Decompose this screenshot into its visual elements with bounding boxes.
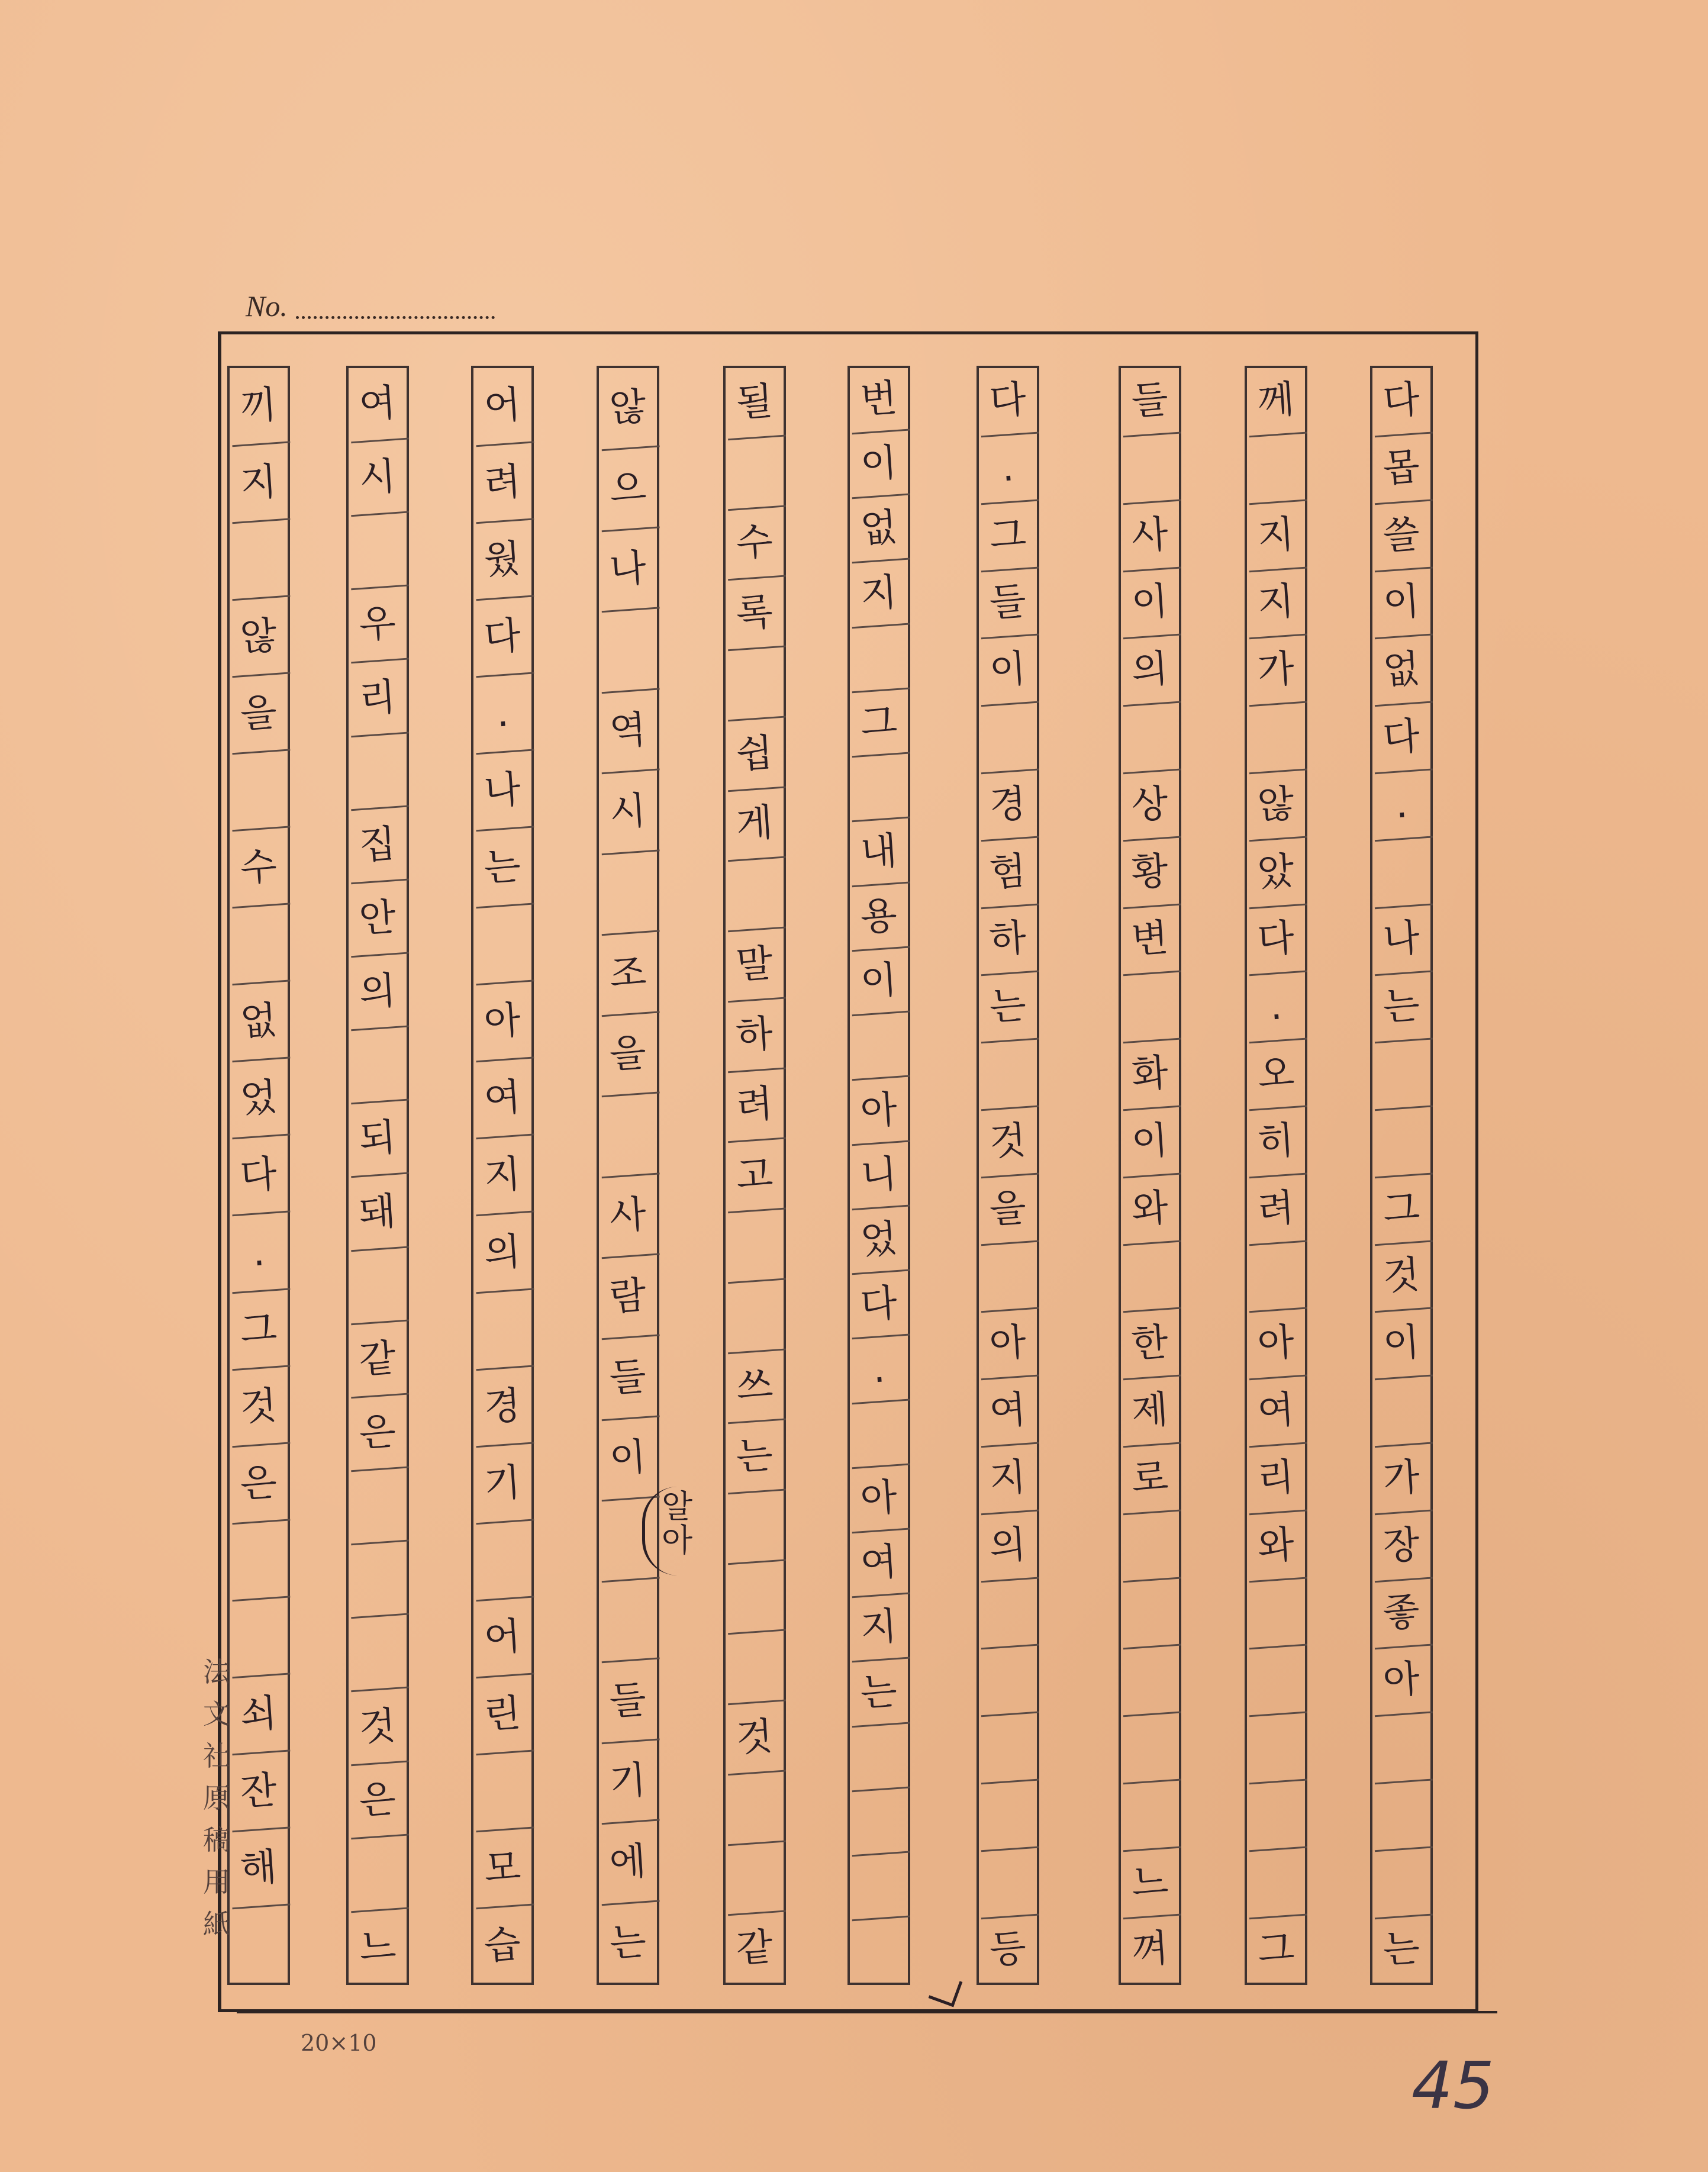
manuscript-cell: 와 [1119, 1174, 1181, 1245]
manuscript-cell: 의 [977, 1511, 1039, 1582]
manuscript-cell: 기 [596, 1740, 659, 1825]
manuscript-cell [227, 520, 291, 601]
manuscript-cell: 께 [1245, 366, 1307, 437]
manuscript-cell: 이 [1119, 568, 1181, 639]
manuscript-cell: 장 [1370, 1511, 1433, 1582]
manuscript-cell: 등 [988, 1926, 1028, 1973]
brand-char: 稿 [203, 1824, 230, 1856]
manuscript-column [1245, 366, 1307, 1985]
page-number: 45 [1411, 2048, 1494, 2123]
manuscript-cell: 그 [1370, 1174, 1433, 1245]
manuscript-cell: 없 [1370, 636, 1433, 707]
manuscript-cell: 느 [1119, 1848, 1181, 1919]
manuscript-cell: 상 [1119, 771, 1181, 842]
brand-char: 社 [203, 1740, 230, 1772]
manuscript-cell: 같 [346, 1322, 409, 1399]
manuscript-cell: 나 [471, 751, 534, 832]
manuscript-cell: 지 [847, 1594, 910, 1663]
manuscript-cell: 여 [471, 1059, 534, 1140]
manuscript-cell: 습 [482, 1922, 523, 1968]
manuscript-cell [1119, 1511, 1181, 1582]
manuscript-cell: 었 [847, 1207, 910, 1275]
manuscript-cell: 는 [723, 1420, 786, 1494]
manuscript-cell: 린 [471, 1675, 534, 1756]
manuscript-cell: 로 [1119, 1443, 1181, 1514]
manuscript-cell: 다 [1370, 703, 1433, 774]
manuscript-cell: 려 [723, 1069, 786, 1143]
manuscript-cell: 다 [847, 1271, 910, 1340]
manuscript-cell [1245, 1578, 1307, 1649]
manuscript-cell [346, 1248, 409, 1325]
manuscript-cell: 지 [847, 560, 910, 629]
manuscript-cell [471, 1752, 534, 1833]
manuscript-cell [723, 1771, 786, 1845]
manuscript-cell [346, 1027, 409, 1105]
manuscript-cell [723, 1842, 786, 1916]
manuscript-cell [723, 1631, 786, 1705]
manuscript-cell [847, 1400, 910, 1469]
manuscript-cell: 아 [1370, 1646, 1433, 1717]
manuscript-cell [1119, 1780, 1181, 1851]
manuscript-cell [847, 1013, 910, 1081]
manuscript-cell: 들 [596, 1336, 659, 1420]
manuscript-cell: 모 [471, 1829, 534, 1910]
manuscript-cell: 이 [847, 948, 910, 1017]
manuscript-cell: 될 [723, 366, 786, 440]
manuscript-cell: 는 [1370, 972, 1433, 1043]
manuscript-cell [1370, 1848, 1433, 1919]
manuscript-cell [227, 751, 291, 832]
manuscript-cell [1370, 837, 1433, 908]
manuscript-cell: 오 [1245, 1040, 1307, 1111]
manuscript-cell [1119, 1578, 1181, 1649]
manuscript-cell: 이 [977, 636, 1039, 707]
manuscript-cell: 끼 [227, 366, 291, 447]
manuscript-cell [346, 1615, 409, 1693]
manuscript-cell: 이 [847, 431, 910, 500]
manuscript-cell: 돼 [346, 1174, 409, 1252]
manuscript-cell: 아 [1245, 1309, 1307, 1380]
manuscript-cell [346, 1542, 409, 1619]
manuscript-cell: 해 [227, 1829, 291, 1910]
manuscript-cell [346, 513, 409, 591]
manuscript-cell: 것 [1370, 1242, 1433, 1313]
manuscript-cell: 그 [977, 501, 1039, 572]
manuscript-cell: 되 [346, 1101, 409, 1178]
manuscript-cell: 다 [1370, 366, 1433, 437]
manuscript-cell [596, 608, 659, 693]
manuscript-cell: 다 [1245, 905, 1307, 976]
manuscript-cell [1370, 1713, 1433, 1784]
manuscript-cell [977, 1578, 1039, 1649]
grid-size-label: 20×10 [301, 2030, 377, 2056]
manuscript-cell: 았 [1245, 837, 1307, 908]
manuscript-cell [346, 1468, 409, 1546]
manuscript-cell: 려 [471, 443, 534, 524]
manuscript-cell: 않 [1245, 771, 1307, 842]
manuscript-cell: 그 [1256, 1926, 1296, 1973]
manuscript-cell: 고 [723, 1139, 786, 1213]
manuscript-cell: 은 [346, 1395, 409, 1472]
manuscript-cell: 쓸 [1370, 501, 1433, 572]
manuscript-cell: 조 [596, 932, 659, 1017]
manuscript-cell: 어 [471, 1597, 534, 1678]
manuscript-cell [977, 703, 1039, 774]
manuscript-cell: 시 [346, 440, 409, 517]
manuscript-cell: 쓰 [723, 1350, 786, 1424]
manuscript-cell: 들 [977, 568, 1039, 639]
manuscript-column [1370, 366, 1433, 1985]
manuscript-cell: . [847, 1336, 910, 1404]
manuscript-cell [227, 1906, 291, 1985]
manuscript-cell: 황 [1119, 837, 1181, 908]
margin-note-line2: 아 [662, 1521, 693, 1559]
manuscript-cell [471, 1290, 534, 1371]
manuscript-cell: 좋 [1370, 1578, 1433, 1649]
manuscript-cell: 록 [723, 577, 786, 651]
manuscript-cell: 안 [346, 881, 409, 958]
manuscript-cell [1370, 1107, 1433, 1178]
manuscript-cell: 집 [346, 807, 409, 885]
manuscript-cell: 는 [1381, 1926, 1422, 1973]
manuscript-cell [346, 733, 409, 811]
manuscript-cell: 용 [847, 884, 910, 952]
manuscript-cell [847, 1724, 910, 1793]
manuscript-cell [596, 1578, 659, 1663]
manuscript-cell: 수 [227, 828, 291, 909]
manuscript-cell: 그 [847, 689, 910, 758]
manuscript-cell: . [1370, 771, 1433, 842]
manuscript-cell [346, 1836, 409, 1913]
margin-correction-note [662, 1490, 692, 1557]
paper-brand-label [200, 1651, 233, 1945]
manuscript-cell: 이 [1370, 1309, 1433, 1380]
manuscript-cell: 화 [1119, 1040, 1181, 1111]
manuscript-cell: 않 [227, 597, 291, 678]
manuscript-cell: 그 [227, 1290, 291, 1371]
manuscript-cell [1119, 1242, 1181, 1313]
manuscript-cell: 쉽 [723, 717, 786, 791]
brand-char: 用 [203, 1866, 230, 1898]
manuscript-cell [977, 1040, 1039, 1111]
manuscript-cell: 이 [596, 1417, 659, 1501]
manuscript-cell [1119, 434, 1181, 505]
manuscript-cell: 잔 [227, 1752, 291, 1833]
manuscript-cell [1245, 1242, 1307, 1313]
manuscript-column [723, 366, 786, 1985]
manuscript-column [977, 366, 1039, 1985]
manuscript-cell: 지 [1245, 501, 1307, 572]
manuscript-cell: 가 [1370, 1443, 1433, 1514]
manuscript-column [227, 366, 290, 1985]
manuscript-cell: 이 [1370, 568, 1433, 639]
manuscript-cell: 것 [977, 1107, 1039, 1178]
manuscript-column [597, 366, 659, 1985]
manuscript-cell: 웠 [471, 520, 534, 601]
manuscript-cell: 다 [471, 597, 534, 678]
manuscript-cell [723, 1280, 786, 1354]
manuscript-cell [471, 1520, 534, 1601]
manuscript-cell: 람 [596, 1255, 659, 1340]
manuscript-cell: 쇠 [227, 1675, 291, 1756]
manuscript-cell: 들 [1119, 366, 1181, 437]
manuscript-cell: 게 [723, 788, 786, 862]
manuscript-cell [1245, 434, 1307, 505]
manuscript-cell: 니 [847, 1142, 910, 1211]
manuscript-cell: 다 [977, 366, 1039, 437]
manuscript-cell [977, 1242, 1039, 1313]
manuscript-cell [847, 754, 910, 823]
manuscript-cell [1245, 1646, 1307, 1717]
manuscript-column [346, 366, 409, 1985]
manuscript-cell [1245, 1780, 1307, 1851]
manuscript-cell [1119, 972, 1181, 1043]
manuscript-cell: . [471, 674, 534, 755]
manuscript-cell [847, 1918, 910, 1984]
manuscript-cell: 않 [596, 366, 659, 451]
manuscript-cell [847, 1788, 910, 1857]
manuscript-cell: 경 [471, 1367, 534, 1448]
manuscript-cell: 이 [1119, 1107, 1181, 1178]
manuscript-cell: 하 [977, 905, 1039, 976]
manuscript-cell: 제 [1119, 1377, 1181, 1448]
manuscript-cell: 여 [1245, 1377, 1307, 1448]
manuscript-cell [723, 1490, 786, 1564]
brand-char: 法 [203, 1656, 230, 1688]
manuscript-cell [1119, 1646, 1181, 1717]
manuscript-cell [977, 1848, 1039, 1919]
manuscript-cell: 같 [734, 1925, 775, 1972]
manuscript-cell: 수 [723, 507, 786, 581]
manuscript-cell [977, 1713, 1039, 1784]
frame-bottom-line [237, 2011, 1497, 2013]
number-dotted-line [296, 316, 495, 319]
manuscript-cell: 히 [1245, 1107, 1307, 1178]
manuscript-cell [723, 436, 786, 510]
manuscript-cell: 지 [471, 1136, 534, 1217]
manuscript-cell: 는 [977, 972, 1039, 1043]
manuscript-cell: 경 [977, 771, 1039, 842]
manuscript-cell [847, 625, 910, 694]
manuscript-cell: 험 [977, 837, 1039, 908]
manuscript-cell: 었 [227, 1059, 291, 1140]
manuscript-cell: 어 [471, 366, 534, 447]
manuscript-cell [471, 905, 534, 986]
manuscript-cell: 느 [357, 1923, 398, 1970]
manuscript-cell: 의 [346, 954, 409, 1032]
manuscript-cell: 껴 [1130, 1926, 1170, 1973]
manuscript-cell: 아 [471, 982, 534, 1063]
manuscript-cell: 아 [847, 1077, 910, 1146]
manuscript-cell: 와 [1245, 1511, 1307, 1582]
manuscript-cell: 사 [1119, 501, 1181, 572]
manuscript-cell [596, 1094, 659, 1178]
manuscript-cell: 의 [1119, 636, 1181, 707]
manuscript-cell [1370, 1377, 1433, 1448]
manuscript-cell [1370, 1040, 1433, 1111]
manuscript-cell: 을 [596, 1013, 659, 1097]
manuscript-cell: 리 [1245, 1443, 1307, 1514]
manuscript-cell: 우 [346, 586, 409, 664]
manuscript-cell [1245, 1848, 1307, 1919]
manuscript-cell: 에 [596, 1821, 659, 1906]
manuscript-cell [723, 858, 786, 932]
manuscript-column [847, 366, 910, 1985]
manuscript-cell [723, 1561, 786, 1635]
manuscript-cell: 나 [1370, 905, 1433, 976]
manuscript-cell [596, 851, 659, 936]
manuscript-cell [227, 1520, 291, 1601]
manuscript-cell: 것 [723, 1701, 786, 1775]
manuscript-cell: 을 [227, 674, 291, 755]
manuscript-cell: 한 [1119, 1309, 1181, 1380]
manuscript-cell: . [227, 1213, 291, 1294]
manuscript-cell: 가 [1245, 636, 1307, 707]
manuscript-cell [723, 1210, 786, 1284]
manuscript-cell: 려 [1245, 1174, 1307, 1245]
manuscript-cell: 지 [977, 1443, 1039, 1514]
manuscript-cell: 내 [847, 818, 910, 887]
manuscript-cell: 는 [847, 1659, 910, 1728]
manuscript-cell [1119, 1713, 1181, 1784]
manuscript-cell: 을 [977, 1174, 1039, 1245]
manuscript-cell: 은 [346, 1762, 409, 1839]
manuscript-cell: 시 [596, 770, 659, 855]
manuscript-column [1119, 366, 1181, 1985]
brand-char: 紙 [203, 1908, 230, 1940]
manuscript-cell [977, 1646, 1039, 1717]
manuscript-cell: 다 [227, 1136, 291, 1217]
manuscript-cell: 지 [1245, 568, 1307, 639]
manuscript-cell: 지 [227, 443, 291, 524]
manuscript-cell: 여 [346, 366, 409, 444]
manuscript-cell [1245, 1713, 1307, 1784]
manuscript-cell: 하 [723, 998, 786, 1072]
manuscript-cell [723, 647, 786, 721]
manuscript-cell: 리 [346, 660, 409, 737]
manuscript-cell: 사 [596, 1174, 659, 1259]
manuscript-cell [1245, 703, 1307, 774]
manuscript-cell: 기 [471, 1443, 534, 1525]
number-label: No. [246, 289, 288, 323]
manuscript-cell: 없 [847, 495, 910, 564]
manuscript-cell: 나 [596, 528, 659, 613]
manuscript-cell [1119, 703, 1181, 774]
margin-note-line1: 알 [662, 1488, 693, 1525]
manuscript-cell: 여 [977, 1377, 1039, 1448]
brand-char: 原 [203, 1782, 230, 1814]
manuscript-cell: 는 [471, 828, 534, 909]
manuscript-cell: 말 [723, 929, 786, 1003]
manuscript-cell [977, 1780, 1039, 1851]
manuscript-cell [227, 905, 291, 986]
manuscript-cell: 아 [977, 1309, 1039, 1380]
manuscript-cell: 번 [847, 366, 910, 435]
manuscript-cell: 없 [227, 982, 291, 1063]
manuscript-cell: 은 [227, 1443, 291, 1525]
manuscript-cell [227, 1597, 291, 1678]
manuscript-cell: 것 [346, 1688, 409, 1766]
manuscript-column [471, 366, 534, 1985]
manuscript-cell [847, 1853, 910, 1922]
manuscript-cell: 몹 [1370, 434, 1433, 505]
manuscript-cell: 의 [471, 1213, 534, 1294]
manuscript-cell: 아 [847, 1465, 910, 1534]
manuscript-cell: . [977, 434, 1039, 505]
manuscript-cell: 는 [608, 1920, 648, 1967]
manuscript-cell: 들 [596, 1659, 659, 1744]
brand-char: 文 [203, 1698, 230, 1730]
manuscript-cell: 것 [227, 1367, 291, 1448]
manuscript-cell: 변 [1119, 905, 1181, 976]
manuscript-cell [1370, 1780, 1433, 1851]
manuscript-cell: 역 [596, 689, 659, 774]
manuscript-cell: 으 [596, 447, 659, 531]
manuscript-cell: . [1245, 972, 1307, 1043]
manuscript-cell: 여 [847, 1530, 910, 1599]
